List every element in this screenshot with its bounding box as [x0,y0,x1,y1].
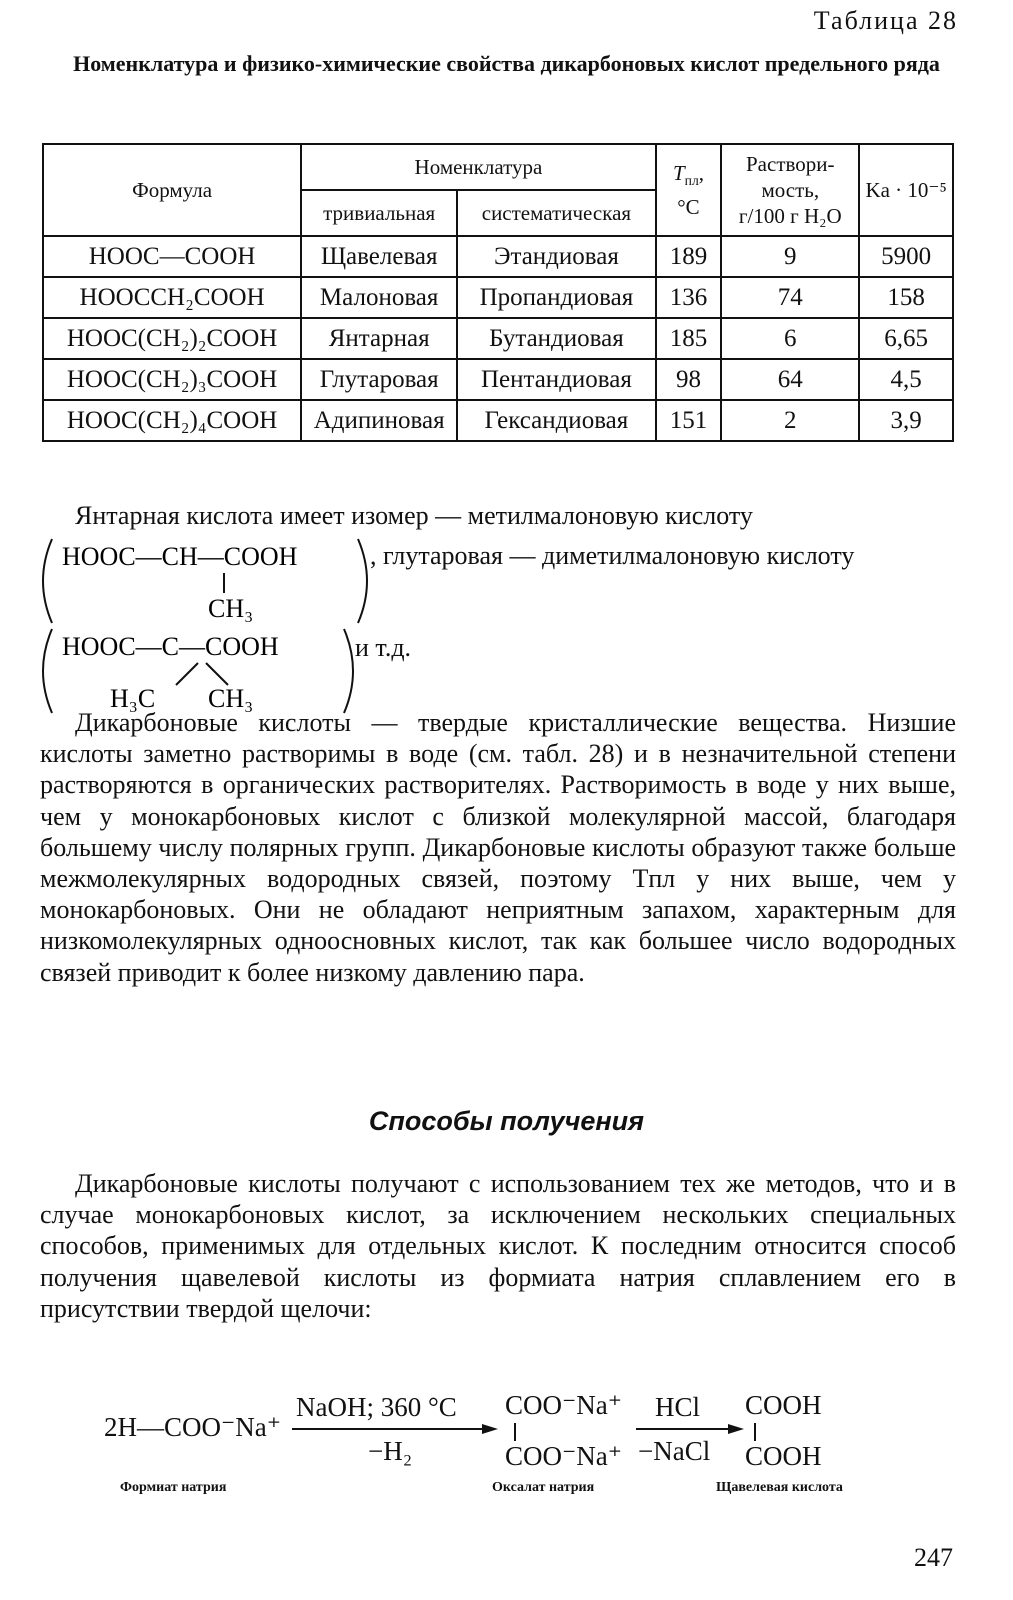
section-heading: Способы получения [368,1106,645,1136]
cell-formula: HOOC(CH₂)₃COOH [43,359,301,400]
cell-solubility: 9 [721,236,859,277]
condition2-top: HCl [655,1392,701,1422]
properties-table [42,143,954,442]
header-nomenclature: Номенклатура [301,144,655,190]
cell-trivial: Щавелевая [301,236,457,277]
product-label: Щавелевая кислота [716,1480,843,1495]
cell-trivial: Малоновая [301,277,457,318]
cell-systematic: Пропандиовая [457,277,656,318]
cell-formula: HOOC(CH₂)₄COOH [43,400,301,441]
cell-tmelt: 185 [656,318,722,359]
product-bond [754,1423,756,1441]
dimethylmalonic-structure [38,625,368,717]
reactant-label: Формиат натрия [120,1480,227,1495]
cell-tmelt: 151 [656,400,722,441]
struct1-sub: CH₃ [208,594,254,623]
condition1-top: NaOH; 360 °C [296,1392,457,1422]
arrow2-icon [636,1423,748,1435]
cell-formula: HOOCCH₂COOH [43,277,301,318]
table-row [43,277,953,318]
table-row [43,359,953,400]
cell-ka: 158 [859,277,953,318]
methylmalonic-structure [38,535,368,627]
cell-solubility: 74 [721,277,859,318]
intermediate-bottom: COO⁻Na⁺ [505,1441,622,1471]
intermediate-top: COO⁻Na⁺ [505,1390,622,1420]
table-caption: Номенклатура и физико-химические свойства дикарбоновых кислот предельного ряда [73,51,940,76]
cell-systematic: Гександиовая [457,400,656,441]
reactant-formula: 2H—COO⁻Na⁺ [104,1412,281,1442]
cell-ka: 6,65 [859,318,953,359]
cell-systematic: Пентандиовая [457,359,656,400]
intermediate-bond [514,1423,516,1441]
product-top: COOH [745,1390,822,1420]
cell-solubility: 2 [721,400,859,441]
condition2-bottom: −NaCl [638,1436,711,1466]
header-systematic: систематическая [457,190,656,236]
condition1-bottom: −H₂ [368,1436,413,1466]
table-row [43,318,953,359]
header-formula: Формула [43,144,301,236]
struct2-sub-left: H₃C [110,684,156,713]
cell-systematic: Этандиовая [457,236,656,277]
table-label: Таблица 28 [813,6,958,35]
paragraph-preparation: Дикарбоновые кислоты получают с использованием тех же методов, что и в случае монокарбоновых кислот, за исключением нескольких специальных способов, применимых для отдельных кислот. К последним относится способ получения щавелевой кислоты из формиата натрия сплавлением его в присутствии твердой щелочи: [40,1169,956,1323]
isomer-text-line1: Янтарная кислота имеет изомер — метилмалоновую кислоту [75,501,753,530]
cell-trivial: Янтарная [301,318,457,359]
cell-systematic: Бутандиовая [457,318,656,359]
header-solubility: Раствори- мость, г/100 г H₂O [721,144,859,236]
table-row [43,236,953,277]
cell-formula: HOOC(CH₂)₂COOH [43,318,301,359]
page-number: 247 [914,1543,953,1572]
cell-ka: 5900 [859,236,953,277]
struct2-main: HOOC—C—COOH [62,632,279,661]
cell-trivial: Глутаровая [301,359,457,400]
struct1-main: HOOC—CH—COOH [62,542,298,571]
isomer-text-line2: , глутаровая — диметилмалоновую кислоту [370,541,855,570]
struct2-sub-right: CH₃ [208,684,254,713]
header-tmelt: $T_{пл}$, °C [656,144,722,236]
cell-trivial: Адипиновая [301,400,457,441]
cell-tmelt: 98 [656,359,722,400]
product-bottom: COOH [745,1441,822,1471]
header-ka: Ka · 10⁻⁵ [859,144,953,236]
cell-ka: 4,5 [859,359,953,400]
isomer-text-line3: и т.д. [355,633,412,662]
cell-tmelt: 136 [656,277,722,318]
cell-solubility: 6 [721,318,859,359]
cell-tmelt: 189 [656,236,722,277]
arrow1-icon [292,1423,502,1435]
intermediate-label: Оксалат натрия [492,1480,595,1495]
cell-solubility: 64 [721,359,859,400]
cell-formula: HOOC—COOH [43,236,301,277]
header-trivial: тривиальная [301,190,457,236]
table-row [43,400,953,441]
cell-ka: 3,9 [859,400,953,441]
paragraph-properties: Дикарбоновые кислоты — твердые кристаллические вещества. Низшие кислоты заметно растворимы в воде (см. табл. 28) и в незначительной степени растворяются в органических растворителях. Растворимость в воде у них выше, чем у монокарбоновых кислот с близкой молекулярной массой, благодаря большему числу полярных групп. Дикарбоновые кислоты образуют также больше межмолекулярных водородных связей, поэтому Tпл у них выше, чем у монокарбоновых. Они не обладают неприятным запахом, характерным для низкомолекулярных одноосновных кислот, так как большее число водородных связей приводит к более низкому давлению пара. [40,708,956,987]
